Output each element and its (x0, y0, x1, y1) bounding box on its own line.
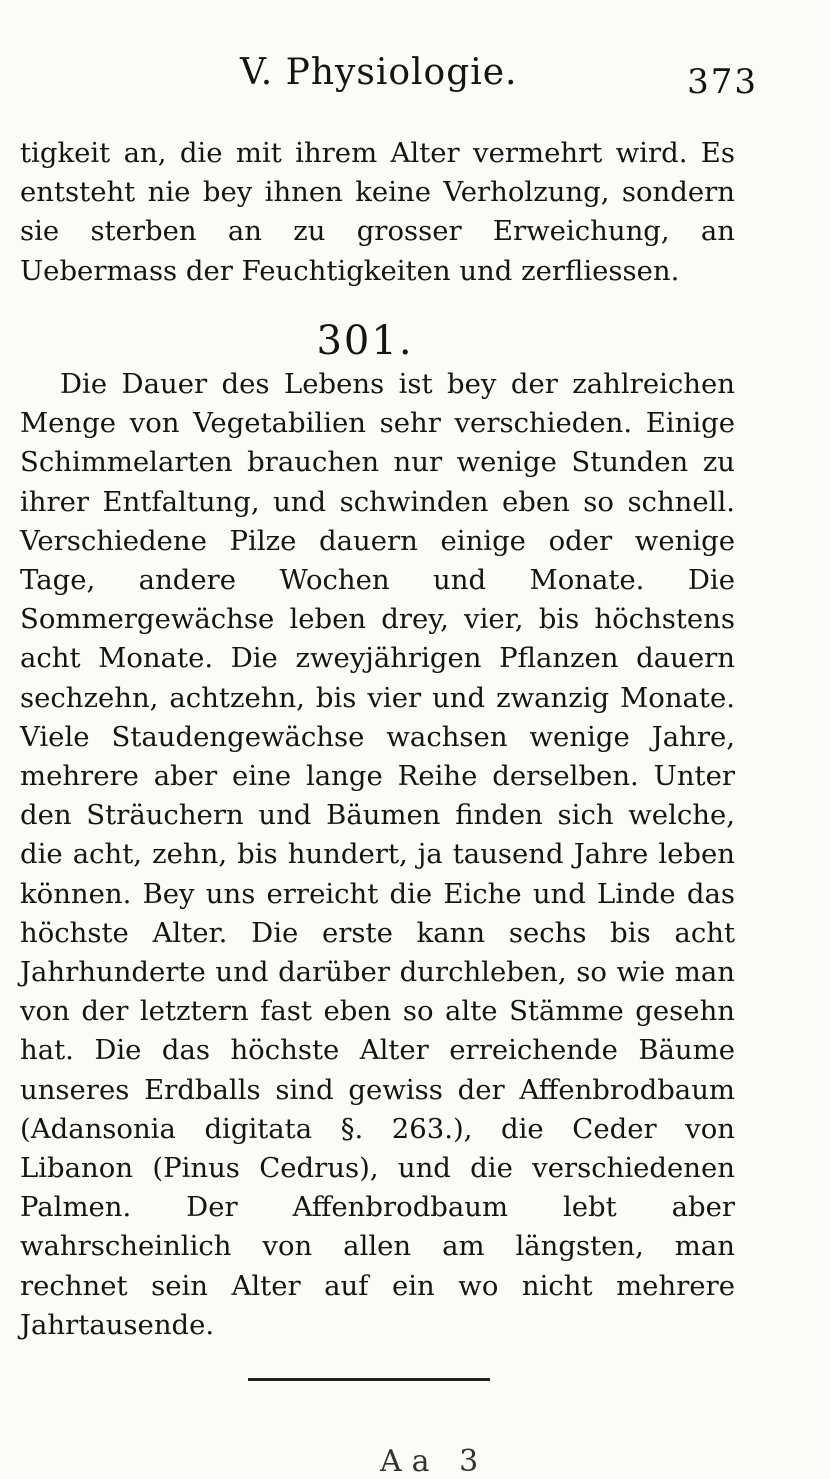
continuation-text (20, 134, 735, 291)
section-body (20, 365, 735, 1345)
page-number: 373 (687, 62, 758, 102)
continuation-paragraph: tigkeit an, die mit ihrem Alter vermehrt wird. Es entsteht nie bey ihnen keine Verholzung, sondern sie sterben an zu grosser Erweichung, an Uebermass der Feuchtigkeiten und zerfliessen. (20, 137, 735, 287)
end-rule (248, 1378, 490, 1381)
signature-mark: Aa 3 (380, 1444, 489, 1479)
section-paragraph: Die Dauer des Lebens ist bey der zahlreichen Menge von Vegetabilien sehr verschieden. Einige Schimmelarten brauchen nur wenige Stunden zu ihrer Entfaltung, und schwinden eben so schnell. Verschiedene Pilze dauern einige oder wenige Tage, andere Wochen und Monate. Die Sommergewächse leben drey, vier, bis höchstens acht Monate. Die zweyjährigen Pflanzen dauern sechzehn, achtzehn, bis vier und zwanzig Monate. Viele Staudengewächse wachsen wenige Jahre, mehrere aber eine lange Reihe derselben. Unter den Sträuchern und Bäumen finden sich welche, die acht, zehn, bis hundert, ja tausend Jahre leben können. Bey uns erreicht die Eiche und Linde das höchste Alter. Die erste kann sechs bis acht Jahrhunderte und darüber durchleben, so wie man von der letztern fast eben so alte Stämme gesehn hat. Die das höchste Alter erreichende Bäume unseres Erdballs sind gewiss der Affenbrodbaum (Adansonia digitata §. 263.), die Ceder von Libanon (Pinus Cedrus), und die verschiedenen Palmen. Der Affenbrodbaum lebt aber wahrscheinlich von allen am längsten, man rechnet sein Alter auf ein wo nicht mehrere Jahrtausende. (20, 368, 735, 1341)
page-header (20, 52, 758, 108)
running-title: V. Physiologie. (240, 52, 518, 93)
section-number: 301. (316, 318, 414, 364)
